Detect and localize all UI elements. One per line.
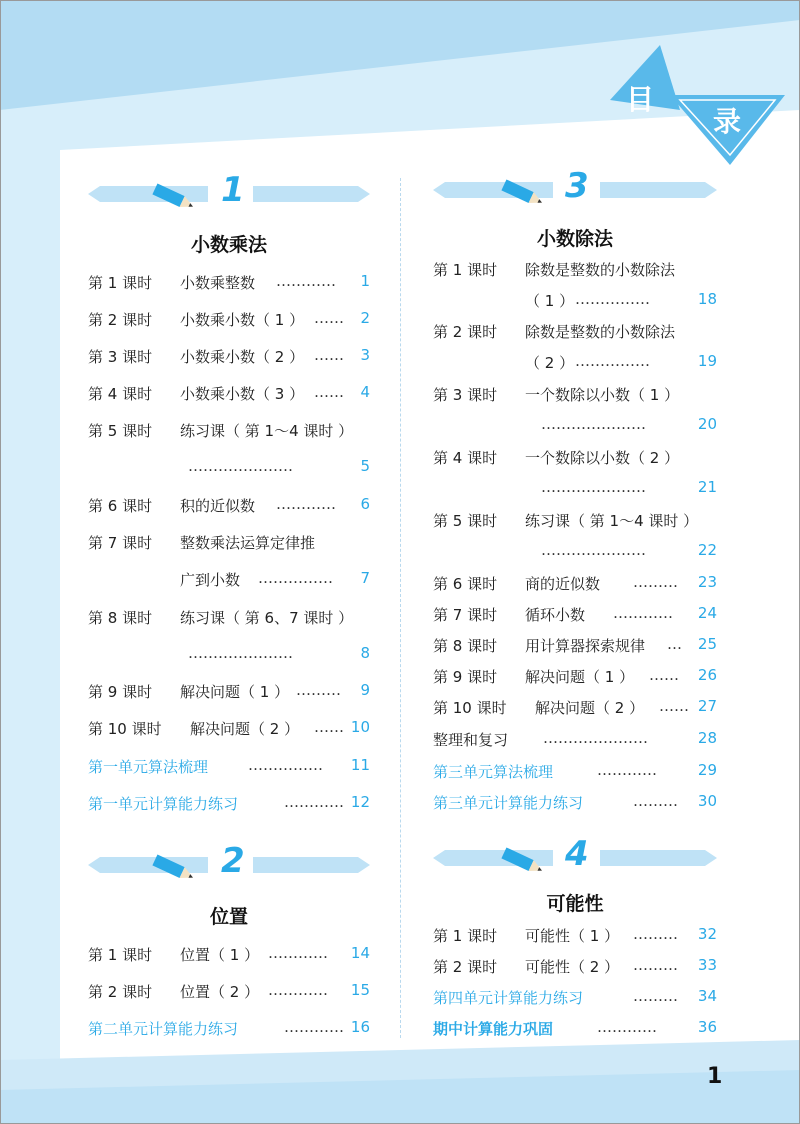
toc-row[interactable]: 第 2 课时 除数是整数的小数除法 （ 2 ） …………… 19 bbox=[433, 323, 717, 372]
toc-row[interactable]: 第 7 课时 循环小数 ………… 24 bbox=[433, 604, 717, 624]
toc-row[interactable]: 第二单元计算能力练习 ………… 16 bbox=[88, 1018, 370, 1038]
toc-row[interactable]: 第 8 课时 练习课（ 第 6、7 课时 ） ………………… 8 bbox=[88, 609, 370, 662]
toc-row[interactable]: 整理和复习 ………………… 28 bbox=[433, 729, 717, 749]
toc-row[interactable]: 第 1 课时 可能性（ 1 ） ……… 32 bbox=[433, 925, 717, 945]
toc-row[interactable]: 第 3 课时 小数乘小数（ 2 ） …… 3 bbox=[88, 346, 370, 366]
toc-row[interactable]: 第 6 课时 积的近似数 ………… 6 bbox=[88, 495, 370, 515]
toc-row[interactable]: 第 6 课时 商的近似数 ……… 23 bbox=[433, 573, 717, 593]
toc-row[interactable]: 期中计算能力巩固 ………… 36 bbox=[433, 1018, 717, 1038]
page-number: 1 bbox=[707, 1064, 723, 1089]
toc-row[interactable]: 第一单元算法梳理 …………… 11 bbox=[88, 756, 370, 776]
toc-row[interactable]: 第四单元计算能力练习 ……… 34 bbox=[433, 987, 717, 1007]
toc-row[interactable]: 第 9 课时 解决问题（ 1 ） …… 26 bbox=[433, 666, 717, 686]
toc-row[interactable]: 第 7 课时 整数乘法运算定律推 广到小数 …………… 7 bbox=[88, 534, 370, 589]
toc-row[interactable]: 第一单元计算能力练习 ………… 12 bbox=[88, 793, 370, 813]
unit-1-number: 1 bbox=[221, 170, 245, 210]
toc-row[interactable]: 第 8 课时 用计算器探索规律 … 25 bbox=[433, 635, 717, 655]
unit-2-number: 2 bbox=[221, 841, 245, 881]
unit-3-number: 3 bbox=[565, 166, 589, 206]
unit-1-title: 小数乘法 bbox=[190, 234, 267, 256]
toc-row[interactable]: 第 1 课时 除数是整数的小数除法 （ 1 ） …………… 18 bbox=[433, 261, 717, 310]
toc-row[interactable]: 第 2 课时 位置（ 2 ） ………… 15 bbox=[88, 981, 370, 1001]
toc-row[interactable]: 第 1 课时 小数乘整数 ………… 1 bbox=[88, 272, 370, 292]
toc-row[interactable]: 第 2 课时 可能性（ 2 ） ……… 33 bbox=[433, 956, 717, 976]
unit-4-number: 4 bbox=[565, 834, 589, 874]
toc-row[interactable]: 第 10 课时 解决问题（ 2 ） …… 10 bbox=[88, 718, 370, 738]
toc-row[interactable]: 第三单元算法梳理 ………… 29 bbox=[433, 761, 717, 781]
unit-1-header bbox=[88, 170, 370, 214]
unit-3-header bbox=[433, 166, 717, 210]
toc-row[interactable]: 第 4 课时 小数乘小数（ 3 ） …… 4 bbox=[88, 383, 370, 403]
unit-4-header bbox=[433, 834, 717, 878]
toc-row[interactable]: 第 5 课时 练习课（ 第 1～4 课时 ） ………………… 5 bbox=[88, 422, 370, 475]
toc-header-char-1: 目 bbox=[626, 83, 655, 116]
toc-header-char-2: 录 bbox=[713, 105, 742, 138]
column-divider bbox=[400, 178, 401, 1038]
toc-row[interactable]: 第 2 课时 小数乘小数（ 1 ） …… 2 bbox=[88, 309, 370, 329]
toc-row[interactable]: 第 4 课时 一个数除以小数（ 2 ） ………………… 21 bbox=[433, 449, 717, 496]
unit-3-title: 小数除法 bbox=[536, 228, 613, 250]
toc-row[interactable]: 第 5 课时 练习课（ 第 1～4 课时 ） ………………… 22 bbox=[433, 512, 717, 559]
unit-2-header bbox=[88, 841, 370, 885]
unit-2-title: 位置 bbox=[209, 906, 248, 928]
toc-row[interactable]: 第 1 课时 位置（ 1 ） ………… 14 bbox=[88, 944, 370, 964]
unit-4-title: 可能性 bbox=[546, 893, 604, 915]
toc-row[interactable]: 第 3 课时 一个数除以小数（ 1 ） ………………… 20 bbox=[433, 386, 717, 433]
toc-row[interactable]: 第三单元计算能力练习 ……… 30 bbox=[433, 792, 717, 812]
toc-row[interactable]: 第 10 课时 解决问题（ 2 ） …… 27 bbox=[433, 697, 717, 717]
toc-row[interactable]: 第 9 课时 解决问题（ 1 ） ……… 9 bbox=[88, 681, 370, 701]
